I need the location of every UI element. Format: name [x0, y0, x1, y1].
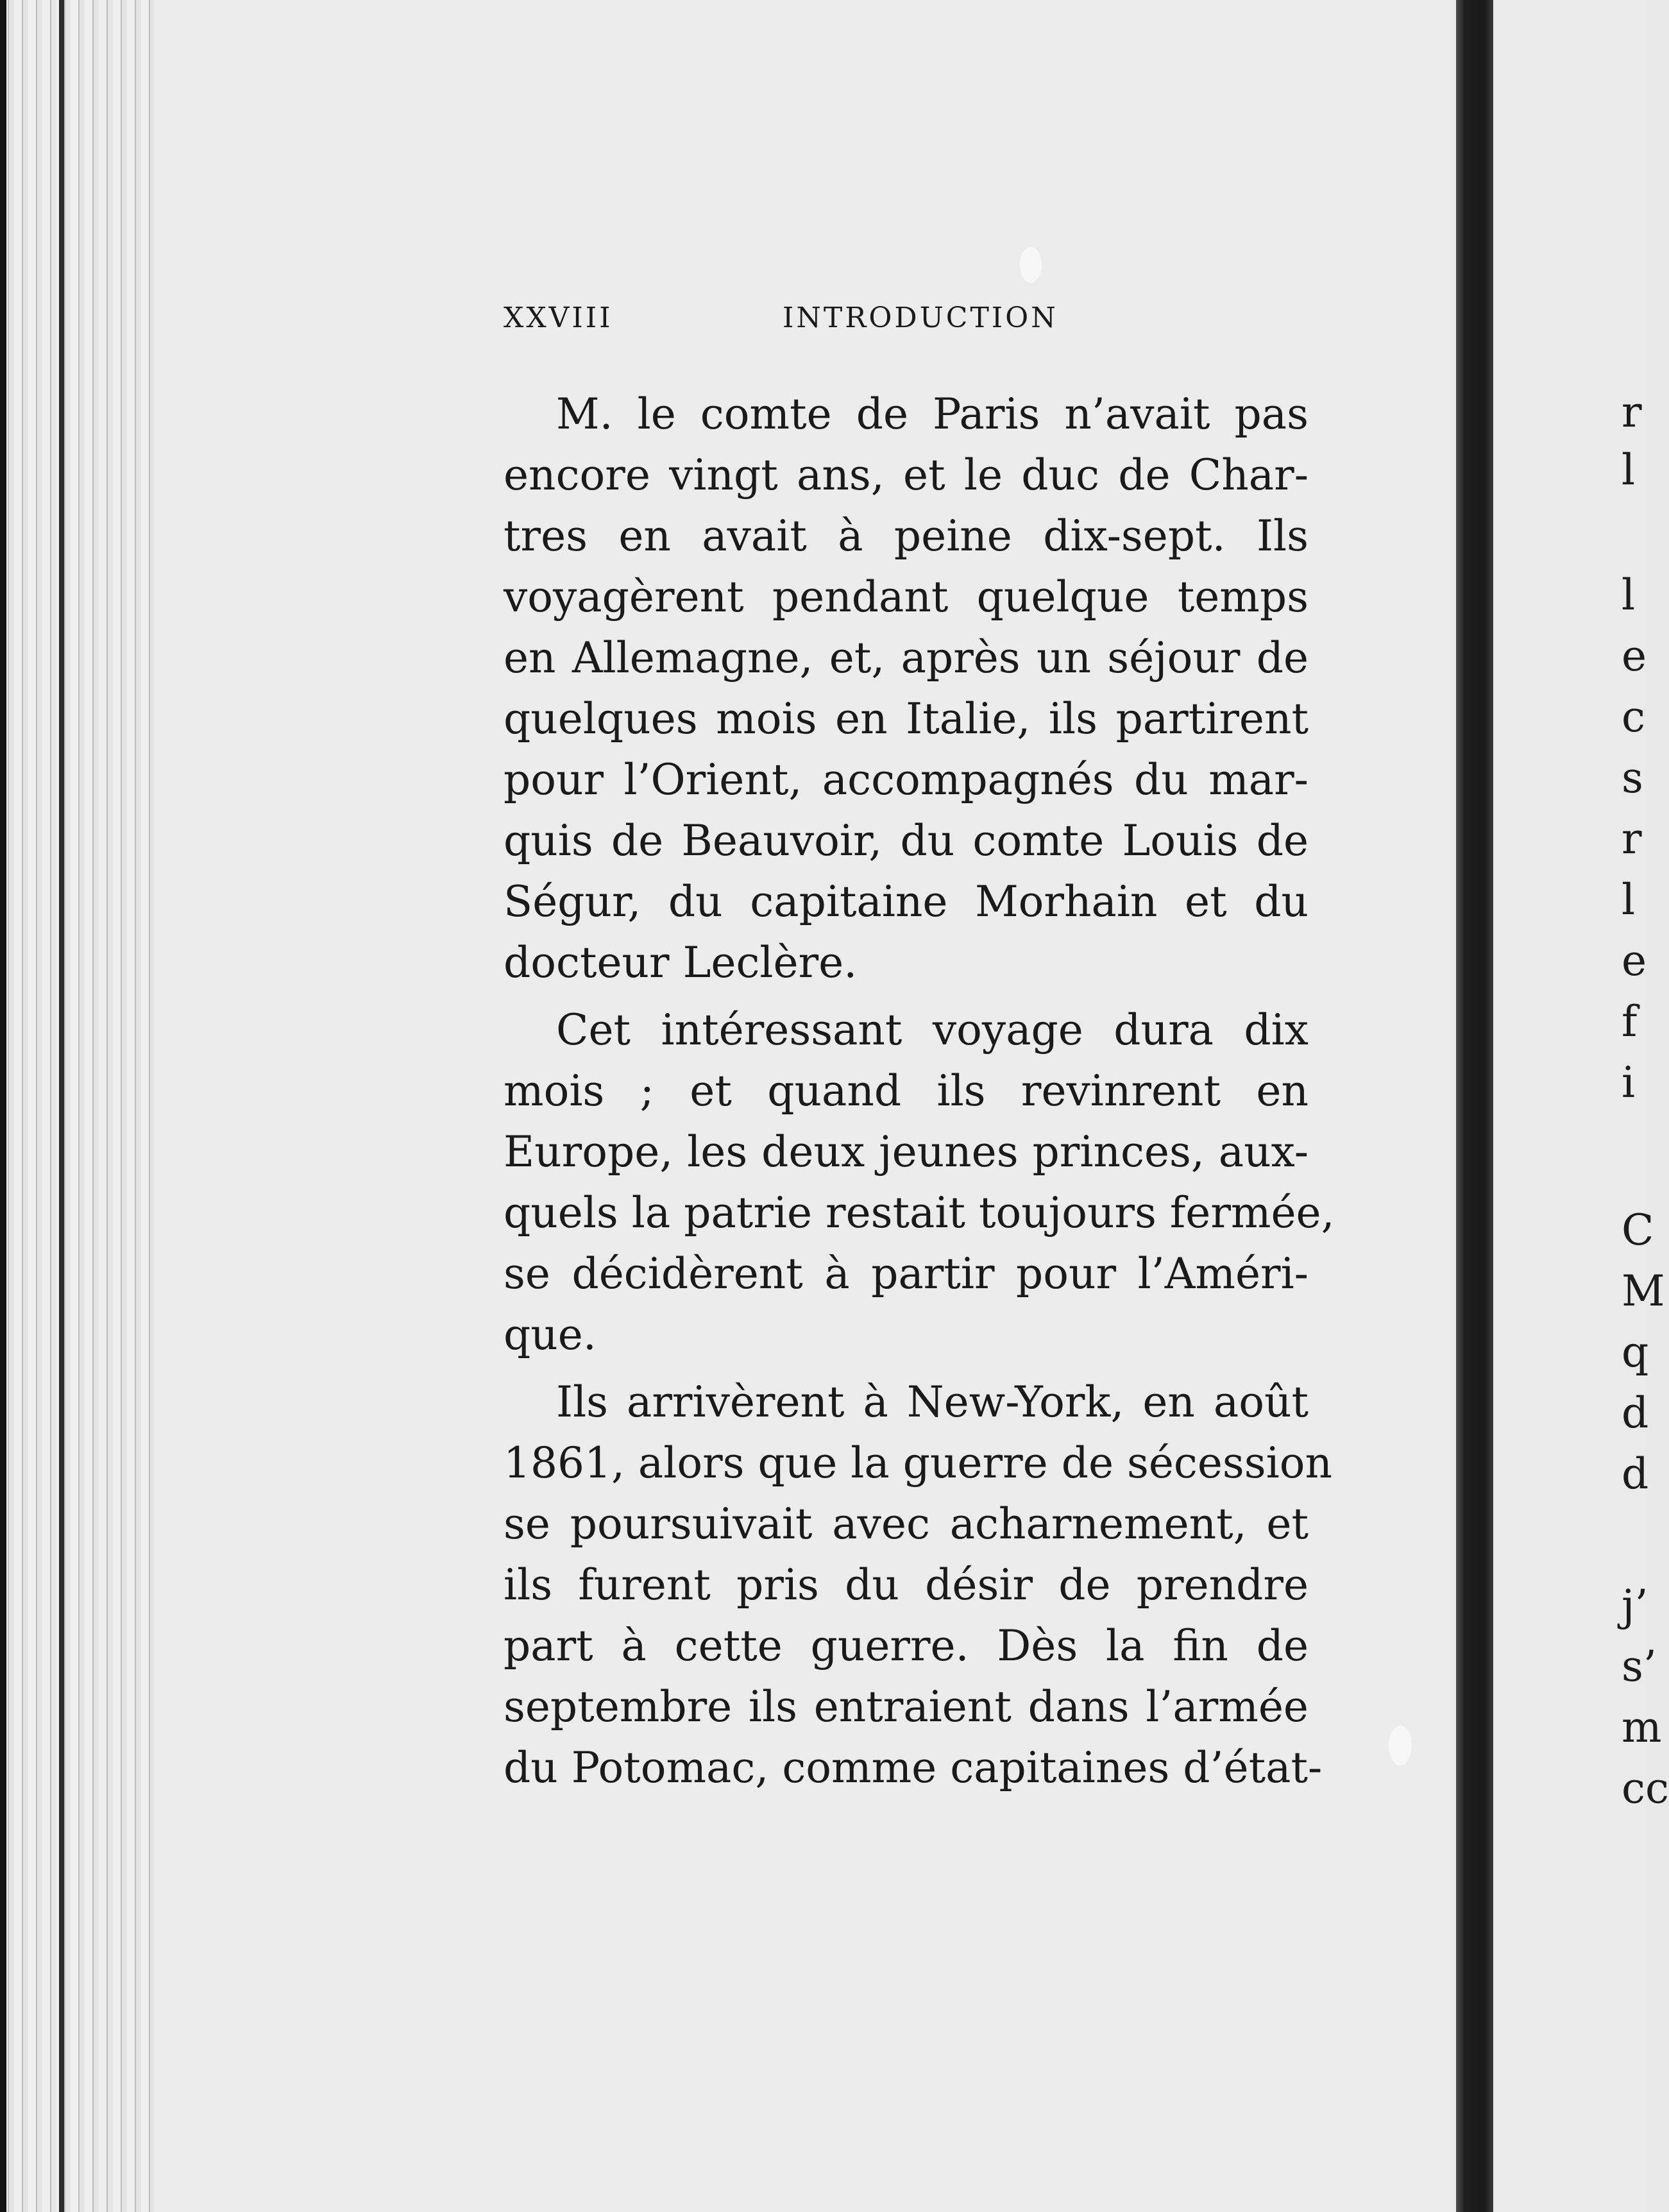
text-line: Ségur, du capitaine Morhain et du — [504, 877, 1309, 926]
facing-page-letter: f — [1622, 997, 1638, 1046]
facing-page-letter: r — [1622, 387, 1642, 437]
text-line: en Allemagne, et, après un séjour de — [504, 633, 1309, 683]
text-line: que. — [504, 1310, 597, 1359]
facing-page-letter: j’ — [1622, 1581, 1648, 1630]
text-line: septembre ils entraient dans l’armée — [504, 1682, 1309, 1731]
facing-page-letter: s’ — [1622, 1642, 1657, 1691]
page-number: XXVIII — [504, 302, 613, 334]
text-line: quelques mois en Italie, ils partirent — [504, 694, 1309, 744]
text-line: part à cette guerre. Dès la fin de — [504, 1621, 1309, 1671]
left-scan-border — [0, 0, 6, 2212]
facing-page-letter: d — [1622, 1388, 1649, 1438]
book-binding — [1456, 0, 1493, 2212]
facing-page-letter: s — [1622, 753, 1643, 803]
running-head — [504, 302, 1309, 340]
text-line: Cet intéressant voyage dura dix — [556, 1005, 1309, 1055]
text-line: docteur Leclère. — [504, 938, 858, 987]
facing-page-letter: q — [1622, 1327, 1649, 1377]
facing-page-letter: c — [1622, 692, 1645, 742]
text-line: Europe, les deux jeunes princes, aux- — [504, 1127, 1309, 1177]
facing-page-letter: r — [1622, 814, 1642, 864]
facing-page-letter: e — [1622, 631, 1647, 681]
paragraph-3 — [504, 1372, 1333, 1798]
text-line: quels la patrie restait toujours fermée, — [504, 1188, 1335, 1238]
text-line: ils furent pris du désir de prendre — [504, 1560, 1309, 1610]
text-line: se poursuivait avec acharnement, et — [504, 1499, 1309, 1549]
left-page-edges — [0, 0, 154, 2212]
facing-page-fragment — [1493, 0, 1669, 2212]
facing-page-letter: l — [1622, 875, 1636, 924]
facing-page-letter: C — [1622, 1205, 1654, 1255]
text-line: mois ; et quand ils revinrent en — [504, 1066, 1309, 1116]
facing-page-letter: l — [1622, 445, 1636, 495]
facing-page-letter: cc — [1622, 1764, 1669, 1813]
paper-speck — [1020, 247, 1042, 283]
facing-page-letter: l — [1622, 570, 1636, 620]
text-line: voyagèrent pendant quelque temps — [504, 572, 1309, 622]
text-line: M. le comte de Paris n’avait pas — [556, 389, 1309, 439]
paragraph-1 — [504, 384, 1309, 993]
paper-speck — [1389, 1726, 1412, 1765]
text-line: se décidèrent à partir pour l’Améri- — [504, 1249, 1309, 1298]
left-page-edge-line — [59, 0, 64, 2212]
text-line: encore vingt ans, et le duc de Char- — [504, 450, 1309, 500]
text-line: quis de Beauvoir, du comte Louis de — [504, 816, 1309, 865]
text-line: 1861, alors que la guerre de sécession — [504, 1438, 1333, 1488]
text-line: du Potomac, comme capitaines d’état- — [504, 1743, 1323, 1792]
facing-page-letter: e — [1622, 936, 1647, 985]
text-line: tres en avait à peine dix-sept. Ils — [504, 511, 1309, 561]
text-line: pour l’Orient, accompagnés du mar- — [504, 755, 1309, 804]
facing-page-letter: i — [1622, 1058, 1636, 1107]
facing-page-letter: d — [1622, 1449, 1649, 1499]
text-line: Ils arrivèrent à New-York, en août — [556, 1377, 1309, 1427]
facing-page-letter: m — [1622, 1703, 1662, 1752]
body-text — [504, 384, 1335, 1805]
paragraph-2 — [504, 1000, 1335, 1365]
facing-page-letter: M — [1622, 1266, 1665, 1316]
running-title: INTRODUCTION — [783, 302, 1058, 334]
